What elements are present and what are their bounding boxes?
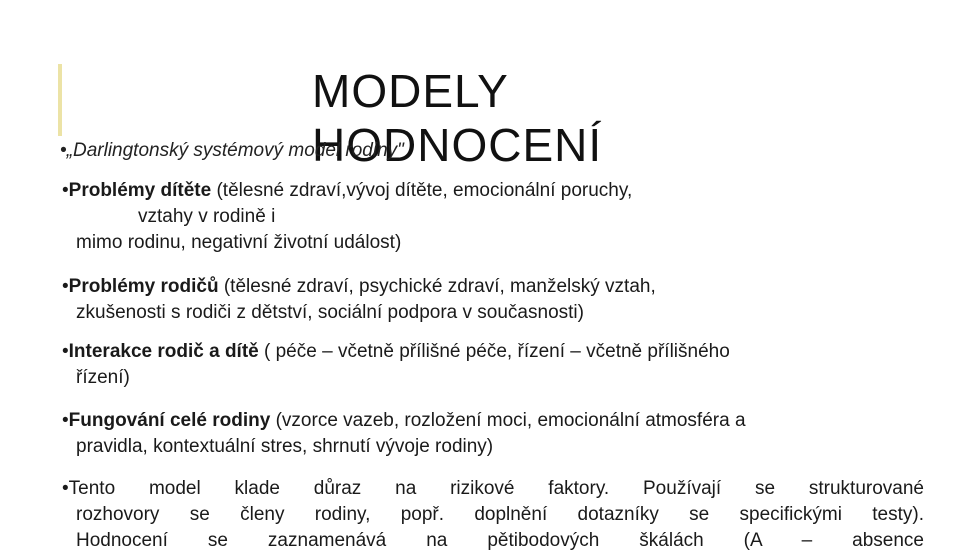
title-line-1: MODELY [312,65,509,117]
bullet-heading: Problémy dítěte [68,180,212,201]
bullet-text: ( péče – včetně přílišné péče, řízení – včetně přílišného [258,341,730,362]
bullet-parent-problems [62,274,924,326]
intro-bullet: •„Darlingtonský systémový model rodiny" [60,140,404,161]
bullet-mark: • [62,276,69,297]
bullet-heading: Fungování celé rodiny [68,410,271,431]
title-line-2: HODNOCENÍ [312,119,603,171]
bullet-text: (tělesné zdraví, psychické zdraví, manželský vztah, [218,276,656,297]
bullet-text: Tento model klade důraz na rizikové faktory. Používají se strukturované [68,478,924,499]
bullet-text-line: mimo rodinu, negativní životní událost) [76,232,402,253]
bullet-text: (vzorce vazeb, rozložení moci, emocionální atmosféra a [270,410,746,431]
bullet-family-functioning [62,408,924,460]
bullet-mark: • [62,478,69,499]
bullet-heading: Interakce rodič a dítě [68,341,259,362]
bullet-child-problems [62,178,924,256]
bullet-text-line: rozhovory se členy rodiny, popř. doplnění dotazníky se specifickými testy). [76,504,924,525]
accent-bar [58,64,62,136]
bullet-parent-child-interaction [62,339,924,391]
bullet-mark: • [62,180,69,201]
bullet-text-line: zkušenosti s rodiči z dětství, sociální podpora v současnosti) [76,302,584,323]
bullet-text-line: vztahy v rodině i [138,206,276,227]
bullet-text-line: Hodnocení se zaznamenává na pětibodových škálách (A – absence [76,530,924,551]
bullet-text-line: řízení) [76,367,130,388]
bullet-text: (tělesné zdraví,vývoj dítěte, emocionální poruchy, [211,180,633,201]
bullet-model-summary [62,476,924,554]
bullet-heading: Problémy rodičů [68,276,219,297]
bullet-text-line: pravidla, kontextuální stres, shrnutí vývoje rodiny) [76,436,494,457]
bullet-mark: • [62,341,69,362]
bullet-mark: • [62,410,69,431]
